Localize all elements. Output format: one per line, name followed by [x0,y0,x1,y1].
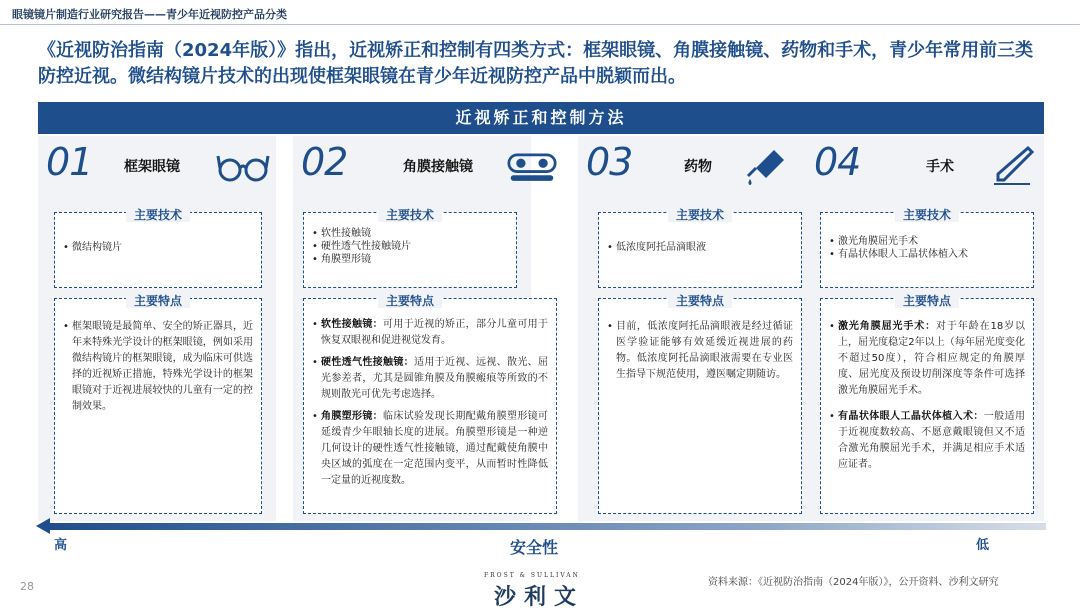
feature-item: • 激光角膜屈光手术：对于年龄在18岁以上，屈光度稳定2年以上（每年屈光度变化不超过50度），符合相应规定的角膜厚度、屈光度及预设切削深度等条件可选择激光角膜屈光手术。 [829,319,1025,399]
features-box [820,294,1034,514]
arrow-left-icon [36,518,50,534]
safety-arrow [36,518,1046,534]
column-number: 04 [814,140,861,184]
tech-item: • 角膜塑形镜 [312,253,508,266]
tech-box [54,208,262,288]
arrow-bar [48,523,1046,530]
source-note: 资料来源：《近视防治指南（2024年版）》，公开资料、沙利文研究 [708,577,999,588]
tech-item: • 微结构镜片 [63,241,253,254]
features-box [598,294,802,514]
features-box [54,294,262,514]
logo: 沙利文 [494,585,585,610]
methods-banner: 近视矫正和控制方法 [38,102,1044,134]
features-box [303,294,557,514]
tech-item: • 低浓度阿托品滴眼液 [607,241,793,254]
feature-item: • 硬性透气性接触镜：适用于近视、远视、散光、屈光参差者，尤其是圆锥角膜及角膜瘢痕等所致的不规则散光可优先考虑选择。 [312,355,548,403]
features-label: 主要特点 [378,294,442,308]
scalpel-icon [990,146,1034,186]
safety-label: 安全性 [510,538,559,557]
logo-subtitle: FROST & SULLIVAN [484,572,580,579]
intro-text: 《近视防治指南（2024年版）》指出，近视矫正和控制有四类方式：框架眼镜、角膜接触镜、药物和手术，青少年常用前三类防控近视。微结构镜片技术的出现使框架眼镜在青少年近视防控产品中脱颖而出。 [38,40,1034,87]
method-column-3 [578,136,816,521]
tech-label: 主要技术 [378,208,442,222]
safety-low-label: 低 [976,538,990,553]
feature-item: • 软性接触镜：可用于近视的矫正，部分儿童可用于恢复双眼视和促进视觉发育。 [312,317,548,349]
contact-lens-icon [507,146,557,186]
column-title: 手术 [926,159,954,175]
tech-item: • 有晶状体眼人工晶状体植入术 [829,248,1025,261]
features-label: 主要特点 [668,294,732,308]
safety-high-label: 高 [54,538,68,553]
glasses-icon [216,146,270,186]
column-number: 01 [46,140,93,184]
method-column-4 [806,136,1044,521]
method-column-1 [38,136,276,521]
tech-label: 主要技术 [668,208,732,222]
tech-item: • 硬性透气性接触镜片 [312,240,508,253]
feature-item: • 目前，低浓度阿托品滴眼液是经过循证医学验证能够有效延缓近视进展的药物。低浓度阿托品滴眼液需要在专业医生指导下规范使用，遵医嘱定期随访。 [607,319,793,383]
column-title: 角膜接触镜 [403,159,473,175]
method-column-2 [293,136,548,521]
column-title: 框架眼镜 [124,159,180,175]
tech-box [598,208,802,288]
features-label: 主要特点 [126,294,190,308]
page-number: 28 [20,580,34,593]
column-title: 药物 [684,159,712,175]
tech-item: • 激光角膜屈光手术 [829,235,1025,248]
features-label: 主要特点 [895,294,959,308]
tech-box [303,208,517,288]
report-title: 眼镜镜片制造行业研究报告——青少年近视防控产品分类 [12,8,287,21]
column-number: 03 [586,140,633,184]
feature-item: • 框架眼镜是最简单、安全的矫正器具，近年来特殊光学设计的框架眼镜，例如采用微结构镜片的框架眼镜，成为临床可供选择的近视矫正措施，特殊光学设计的框架眼镜对于近视进展较快的儿童有一定的控制效果。 [63,319,253,415]
feature-item: • 角膜塑形镜：临床试验发现长期配戴角膜塑形镜可延缓青少年眼轴长度的进展。角膜塑形镜是一种逆几何设计的硬性透气性接触镜，通过配戴使角膜中央区域的弧度在一定范围内变平，从而暂时性降低一定量的近视度数。 [312,409,548,489]
column-number: 02 [301,140,348,184]
header-divider [0,24,1080,25]
tech-label: 主要技术 [895,208,959,222]
feature-item: • 有晶状体眼人工晶状体植入术：一般适用于近视度数较高、不愿意戴眼镜但又不适合激光角膜屈光手术，并满足相应手术适应证者。 [829,409,1025,473]
tech-box [820,208,1034,288]
tech-item: • 软性接触镜 [312,227,508,240]
dropper-icon [744,146,788,186]
tech-label: 主要技术 [126,208,190,222]
